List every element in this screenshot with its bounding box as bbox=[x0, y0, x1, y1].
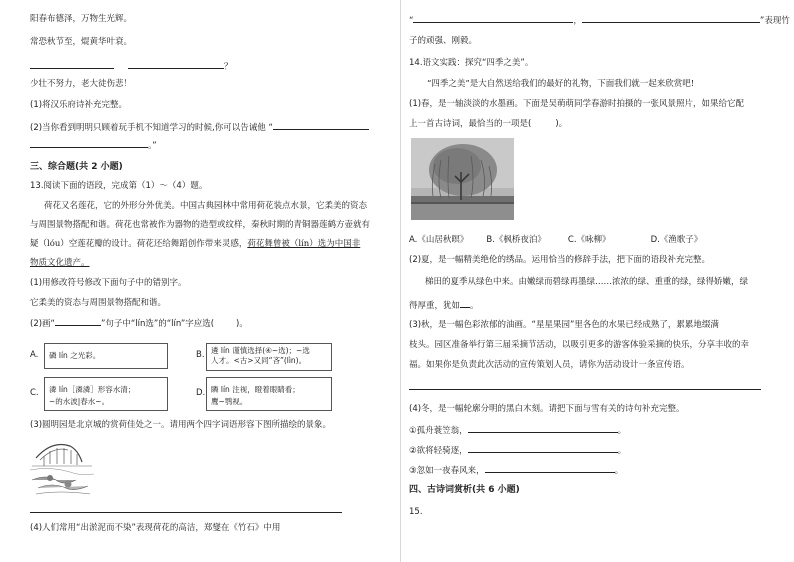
sub-question-1: (1)用修改符号修改下面句子中的错别字。 bbox=[30, 278, 187, 288]
option-b[interactable] bbox=[206, 343, 332, 371]
spring-question-2-end: )。 bbox=[555, 119, 568, 129]
bamboo-line-2: 子的顽强、刚毅。 bbox=[409, 36, 478, 46]
bamboo-line-end: ”表现竹 bbox=[759, 16, 790, 26]
answer-line-3[interactable] bbox=[30, 503, 342, 513]
autumn-question-2: 枝头。园区准备举行第三届采摘节活动，以吸引更多的游客体验采摘的快乐，分享丰收的幸 bbox=[409, 340, 750, 350]
sub-question-3: (3)圆明园是北京城的赏荷佳处之一。请用两个四字词语形容下图所描绘的景象。 bbox=[30, 420, 332, 430]
poem-line-4: 少壮不努力，老大徒伤悲！ bbox=[30, 79, 133, 89]
bamboo-blank-1[interactable] bbox=[413, 13, 573, 23]
autumn-question-3: 福。如果你是负责此次活动的宣传策划人员，请你为活动设计一条宣传语。 bbox=[409, 360, 690, 370]
passage-line-1: 荷花又名莲花，它的外形分外优美。中国古典园林中常用荷花装点水景，它柔美的资态 bbox=[44, 201, 368, 211]
spring-choices bbox=[409, 234, 702, 246]
summer-passage-2-text: 得厚重，犹如 bbox=[409, 301, 461, 311]
advice-blank-1[interactable] bbox=[273, 120, 369, 130]
passage-line-2: 与周围景物搭配和谐。荷花也常被作为器物的造型或纹样，秦秋时期的青铜器莲鹤方壶就有 bbox=[30, 220, 371, 230]
option-a[interactable] bbox=[44, 343, 168, 369]
option-d-letter: D. bbox=[196, 388, 206, 398]
passage-line-4: 物质文化遗产。 bbox=[30, 258, 90, 268]
poem-line-1: 阳春布德泽，万物生光辉。 bbox=[30, 14, 133, 24]
winter-line-2-text: ②欲将轻骑逐， bbox=[409, 446, 468, 456]
summer-question: (2)夏，是一幅精美绝伦的绣品。运用恰当的修辞手法，把下面的语段补充完整。 bbox=[409, 255, 711, 265]
advice-blank-2[interactable] bbox=[30, 138, 148, 148]
column-divider bbox=[400, 0, 401, 562]
sub-question-1-sentence: 它柔美的资态与周围景物搭配和谐。 bbox=[30, 298, 167, 308]
spring-question-2-text: 上一首古诗词，最恰当的一项是( bbox=[409, 119, 532, 129]
question-2 bbox=[30, 120, 369, 134]
winter-blank-3[interactable] bbox=[485, 463, 615, 473]
winter-line-2: ②欲将轻骑逐， 。 bbox=[409, 443, 626, 457]
choice-b[interactable]: B.《枫桥夜泊》 bbox=[486, 235, 546, 245]
poem-line-2: 常恐秋节至，焜黄华叶衰。 bbox=[30, 37, 133, 47]
q14-intro: “四季之美”是大自然送给我们的最好的礼物，下面我们就一起来欣赏吧! bbox=[427, 79, 695, 89]
bamboo-blank-2[interactable] bbox=[582, 13, 760, 23]
question-14: 14.语文实践：探究“四季之美”。 bbox=[409, 58, 534, 68]
summer-passage-2-end: 。 bbox=[470, 301, 479, 311]
summer-passage-2 bbox=[409, 298, 479, 312]
spring-question-2 bbox=[409, 118, 567, 130]
winter-question: (4)冬，是一幅轮廓分明的黑白木刻。请把下面与雪有关的诗句补充完整。 bbox=[409, 404, 685, 414]
question-2-cont bbox=[30, 138, 157, 152]
winter-line-1-text: ①孤舟蓑笠翁， bbox=[409, 426, 468, 436]
poem-question-mark: ？ bbox=[224, 62, 233, 72]
autumn-question-1: (3)秋，是一幅色彩浓郁的油画。“星星果园”里各色的水果已经成熟了，累累地缀满 bbox=[409, 320, 719, 330]
underlined-sentence: 荷花舞曾被（lín）选为中国非 bbox=[247, 239, 361, 249]
question-2-text: (2)当你看到明明只顾着玩手机不知道学习的时候,你可以告诫他 “ bbox=[30, 123, 273, 133]
choice-c[interactable]: C.《咏柳》 bbox=[567, 235, 611, 245]
option-c-line-2: ~的水波|春水~。 bbox=[49, 397, 110, 406]
sub-question-2-c: )。 bbox=[236, 319, 248, 329]
lotus-pond-illustration bbox=[30, 436, 94, 498]
bamboo-line: “ ， ”表现竹 bbox=[409, 13, 790, 27]
winter-line-3-text: ③忽如一夜春风来， bbox=[409, 466, 485, 476]
question-1: (1)将汉乐府诗补充完整。 bbox=[30, 100, 128, 110]
summer-blank[interactable] bbox=[460, 298, 470, 308]
section-4-heading: 四、古诗词赏析(共 6 小题) bbox=[409, 485, 520, 495]
question-13: 13.阅读下面的语段，完成第（1）～（4）题。 bbox=[30, 181, 208, 191]
option-d-line-1: 瞵 lín 注视，瞪着眼睛看； bbox=[211, 385, 300, 394]
option-a-letter: A. bbox=[30, 350, 39, 360]
option-c-line-1: 潾 lín［潾潾］形容水清； bbox=[49, 385, 136, 394]
sub-question-2 bbox=[30, 316, 248, 330]
question-2-end: 。” bbox=[148, 141, 157, 151]
choice-a[interactable]: A.《山居秋暝》 bbox=[409, 235, 469, 245]
winter-blank-1[interactable] bbox=[468, 423, 618, 433]
winter-blank-2[interactable] bbox=[468, 443, 618, 453]
option-d-line-2: 鹰~鹗视。 bbox=[211, 397, 248, 406]
sub-question-2-a: (2)画“ bbox=[30, 319, 55, 329]
sub-question-4: (4)人们常用“出淤泥而不染”表现荷花的高洁，郑燮在《竹石》中用 bbox=[30, 523, 281, 533]
slogan-answer-line[interactable] bbox=[409, 380, 761, 390]
underline-mark bbox=[55, 316, 101, 326]
spring-question-1: (1)春，是一轴淡淡的水墨画。下面是吴萌萌同学春游时拍摄的一张风景照片，如果给它配 bbox=[409, 99, 745, 109]
option-b-line-2: 人才。<古>又同“吝”(lìn)。 bbox=[211, 356, 307, 365]
blank-2[interactable] bbox=[128, 59, 224, 69]
summer-passage-1: 梯田的夏季从绿色中来。由嫩绿而碧绿再墨绿……浓浓的绿、重重的绿，绿得娇嫩，绿 bbox=[425, 277, 749, 287]
option-b-letter: B. bbox=[196, 350, 205, 360]
question-15: 15. bbox=[409, 507, 423, 517]
option-d[interactable] bbox=[206, 377, 332, 411]
option-a-text: 磷 lín 之光彩。 bbox=[49, 351, 101, 360]
willow-tree-photo bbox=[411, 138, 514, 220]
option-c[interactable] bbox=[44, 377, 168, 411]
poem-blank-line bbox=[30, 59, 233, 73]
blank-1[interactable] bbox=[30, 59, 114, 69]
option-b-line-1: 遴 lín 谨慎选择(④~选)；~选 bbox=[211, 346, 310, 355]
winter-line-3: ③忽如一夜春风来， 。 bbox=[409, 463, 623, 477]
option-c-letter: C. bbox=[30, 388, 39, 398]
passage-line-3a: 疑（lóu）空莲花瓣的设计。荷花还给舞蹈创作带来灵感， bbox=[30, 239, 248, 249]
choice-d[interactable]: D.《渔歌子》 bbox=[650, 235, 703, 245]
section-3-heading: 三、综合题(共 2 小题) bbox=[30, 162, 123, 172]
passage-line-3 bbox=[30, 238, 360, 250]
sub-question-2-b: ”句子中“lín选”的“lín”字应选( bbox=[100, 319, 215, 329]
winter-line-1: ①孤舟蓑笠翁， 。 bbox=[409, 423, 626, 437]
